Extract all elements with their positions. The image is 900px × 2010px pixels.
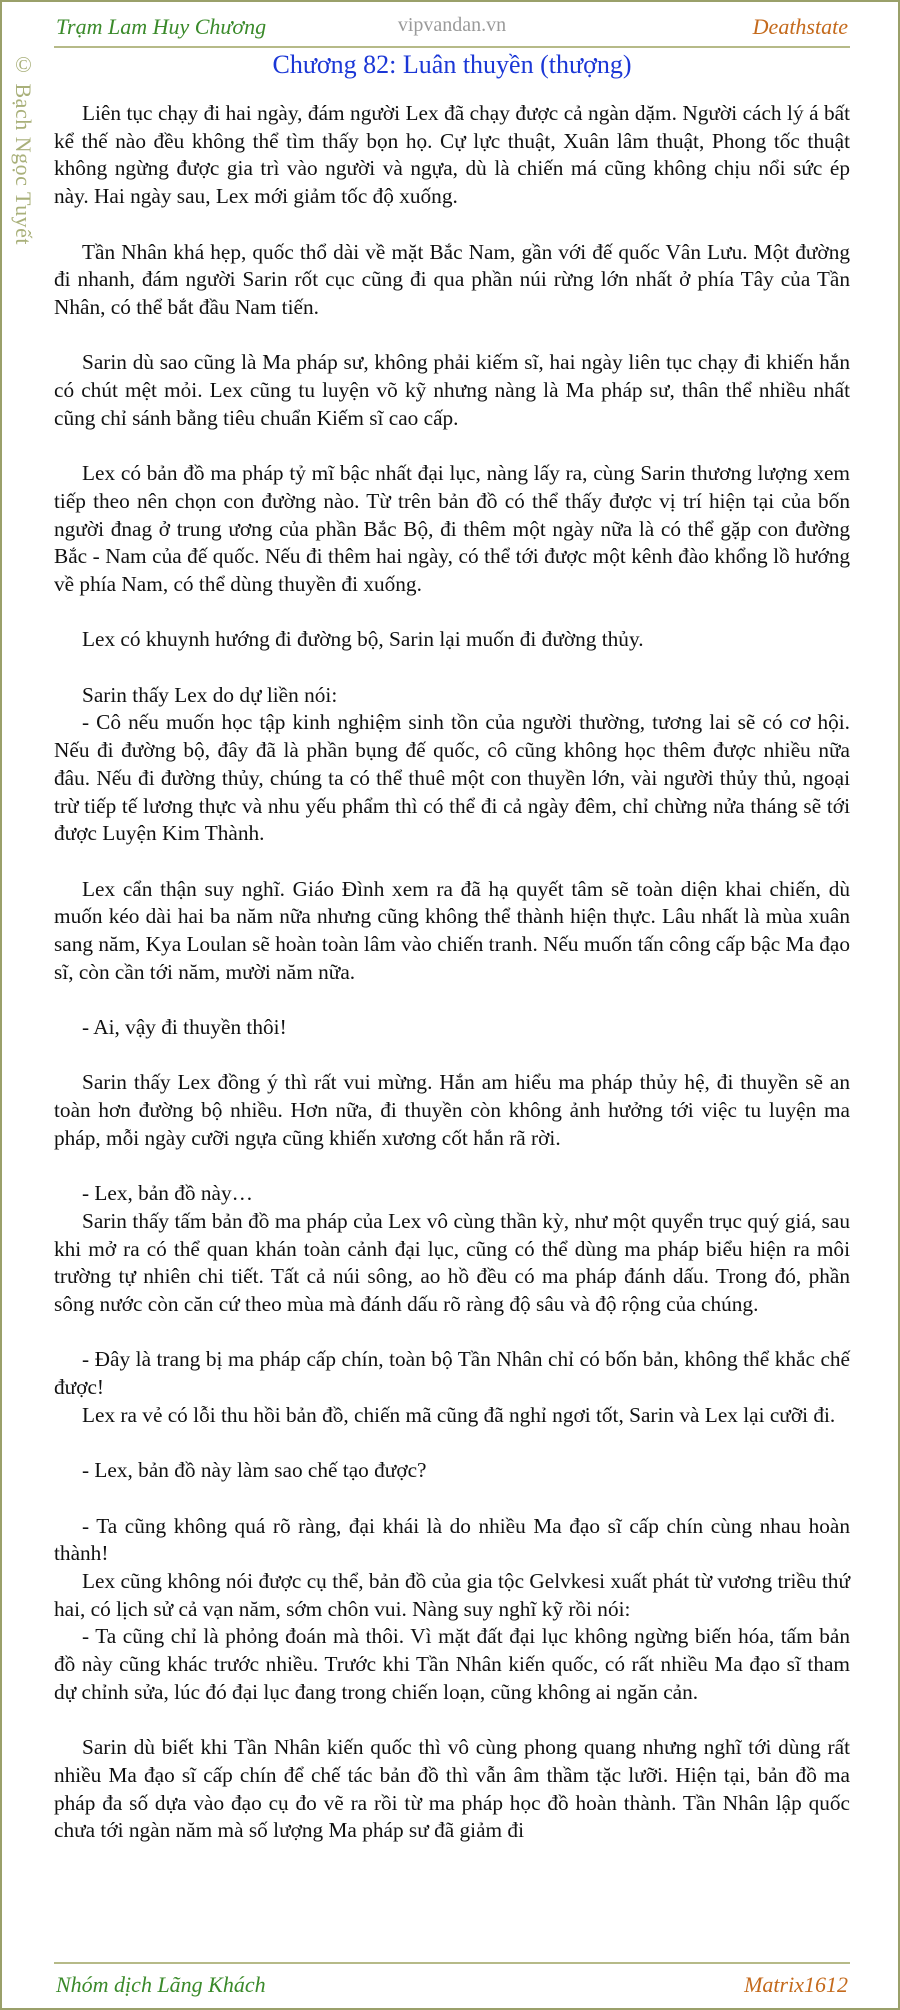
chapter-body: [54, 100, 850, 1845]
paragraph: Lex ra vẻ có lỗi thu hồi bản đồ, chiến mã cũng đã nghỉ ngơi tốt, Sarin và Lex lại cưỡi đi.: [82, 1402, 836, 1427]
paragraph: - Cô nếu muốn học tập kinh nghiệm sinh tồn của người thường, tương lai sẽ có cơ hội. Nếu đi đường bộ, đây đã là phần bụng đế quốc, cô cũng không học thêm được nhiều nữa đâu. Nếu đi đường thủy, chúng ta có thể thuê một con thuyền lớn, vài người thủy thủ, ngoại trừ tiếp tế lương thực và nhu yếu phẩm thì có thể đi cả ngày đêm, chỉ chừng nửa tháng sẽ tới được Luyện Kim Thành.: [54, 710, 850, 846]
footer-translator-group: Nhóm dịch Lãng Khách: [56, 1972, 266, 1997]
footer-editor: Matrix1612: [744, 1972, 848, 1997]
paragraph: Lex có bản đồ ma pháp tỷ mĩ bậc nhất đại lục, nàng lấy ra, cùng Sarin thương lượng xem tiếp theo nên chọn con đường nào. Từ trên bản đồ có thể thấy được vị trí hiện tại của bốn người đnag ở trung ương của phần Bắc Bộ, đi thêm một ngày nữa là có thể gặp con đường Bắc - Nam của đế quốc. Nếu đi thêm hai ngày, có thể tới được một kênh đào khổng lồ hướng về phía Nam, có thể dùng thuyền đi xuống.: [54, 461, 850, 596]
paragraph: Sarin thấy Lex do dự liền nói:: [82, 682, 338, 707]
paragraph: - Lex, bản đồ này làm sao chế tạo được?: [82, 1458, 427, 1483]
paragraph: - Ta cũng chỉ là phỏng đoán mà thôi. Vì mặt đất đại lục không ngừng biến hóa, tấm bản đồ này cũng khác trước nhiều. Trước khi Tần Nhân kiến quốc, có rất nhiều Ma đạo sĩ tham dự chỉnh sửa, lúc đó đại lục đang trong chiến loạn, cũng không ai ngăn cản.: [54, 1624, 850, 1704]
paragraph: - Ai, vậy đi thuyền thôi!: [82, 1015, 287, 1040]
sidebar: [2, 2, 46, 2008]
header-site-name: vipvandan.vn: [397, 14, 507, 36]
page-footer: [54, 1968, 850, 2004]
paragraph: - Lex, bản đồ này…: [82, 1181, 253, 1206]
paragraph: Sarin thấy Lex đồng ý thì rất vui mừng. Hắn am hiểu ma pháp thủy hệ, đi thuyền sẽ an toàn hơn đường bộ nhiều. Hơn nữa, đi thuyền còn không ảnh hưởng tới việc tu luyện ma pháp, mỗi ngày cưỡi ngựa cũng khiến xương cốt hắn rã rời.: [54, 1070, 850, 1150]
paragraph: Lex cẩn thận suy nghĩ. Giáo Đình xem ra đã hạ quyết tâm sẽ toàn diện khai chiến, dù muốn kéo dài hai ba năm nữa nhưng cũng không thể thành hiện thực. Lâu nhất là mùa xuân sang năm, Kya Loulan sẽ hoàn toàn lâm vào chiến tranh. Nếu muốn tấn công cấp bậc Ma đạo sĩ, còn cần tới năm, mười năm nữa.: [54, 876, 851, 984]
paragraph: Tần Nhân khá hẹp, quốc thổ dài về mặt Bắc Nam, gần với đế quốc Vân Lưu. Một đường đi nhanh, đám người Sarin rốt cục cũng đi qua phần núi rừng lớn nhất ở phía Tây của Tần Nhân, có thể bắt đầu Nam tiến.: [54, 239, 850, 319]
paragraph: Sarin thấy tấm bản đồ ma pháp của Lex vô cùng thần kỳ, như một quyển trục quý giá, sau khi mở ra có thể quan khán toàn cảnh đại lục, cũng có thể dùng ma pháp biểu hiện ra môi trường tự nhiên chi tiết. Tất cả núi sông, ao hồ đều có ma pháp đánh dấu. Trong đó, phần sông nước còn căn cứ theo mùa mà đánh dấu rõ ràng độ sâu và độ rộng của chúng.: [54, 1208, 850, 1317]
paragraph: Sarin dù sao cũng là Ma pháp sư, không phải kiếm sĩ, hai ngày liên tục chạy đi khiến hắn có chút mệt mỏi. Lex cũng tu luyện võ kỹ nhưng nàng là Ma pháp sư, thân thể nhiều nhất cũng chỉ sánh bằng tiêu chuẩn Kiếm sĩ cao cấp.: [54, 350, 850, 430]
page-header: [54, 8, 850, 44]
header-book-title: Trạm Lam Huy Chương: [56, 14, 267, 39]
paragraph: Liên tục chạy đi hai ngày, đám người Lex đã chạy được cả ngàn dặm. Người cách lý á bất kể thế nào đều không thể tìm thấy bọn họ. Cự lực thuật, Xuân lâm thuật, Phong tốc thuật không ngừng được gia trì vào người và ngựa, dù là chiến má cũng không chịu nổi sức ép này. Hai ngày sau, Lex mới giảm tốc độ xuống.: [54, 101, 850, 209]
paragraph: Lex cũng không nói được cụ thể, bản đồ của gia tộc Gelvkesi xuất phát từ vương triều thứ hai, có lịch sử cả vạn năm, sớm chôn vui. Nàng suy nghĩ kỹ rồi nói:: [54, 1569, 850, 1621]
paragraph: Lex có khuynh hướng đi đường bộ, Sarin lại muốn đi đường thủy.: [82, 627, 644, 652]
header-divider: [54, 46, 850, 48]
copyright-text: © Bạch Ngọc Tuyết: [11, 52, 36, 245]
chapter-title: Chương 82: Luân thuyền (thượng): [272, 50, 632, 79]
header-author: Deathstate: [752, 14, 848, 39]
paragraph: - Đây là trang bị ma pháp cấp chín, toàn bộ Tần Nhân chỉ có bốn bản, không thể khắc chế được!: [54, 1347, 850, 1400]
paragraph: Sarin dù biết khi Tần Nhân kiến quốc thì vô cùng phong quang nhưng nghĩ tới dùng rất nhiều Ma đạo sĩ cấp chín để chế tác bản đồ thì vẫn âm thầm tặc lưỡi. Hiện tại, bản đồ ma pháp đa số dựa vào đạo cụ đo vẽ ra rồi từ ma pháp học đồ hoàn thành. Tần Nhân lập quốc chưa tới ngàn năm mà số lượng Ma pháp sư đã giảm đi: [54, 1735, 850, 1843]
paragraph: - Ta cũng không quá rõ ràng, đại khái là do nhiều Ma đạo sĩ cấp chín cùng nhau hoàn thành!: [54, 1513, 850, 1566]
footer-divider: [54, 1962, 850, 1964]
